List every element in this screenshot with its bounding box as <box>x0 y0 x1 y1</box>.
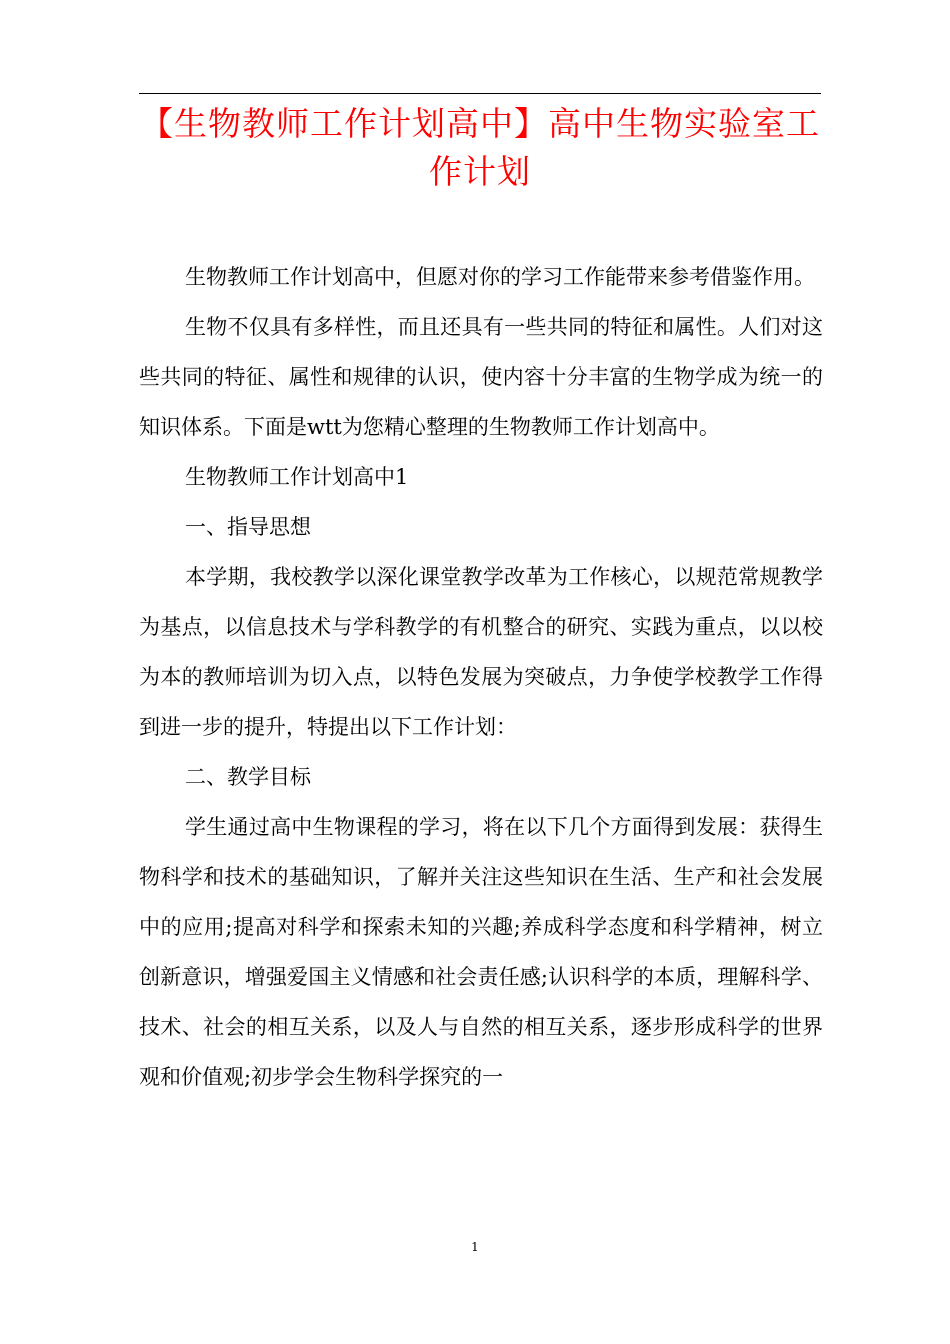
paragraph-teaching-goals: 学生通过高中生物课程的学习，将在以下几个方面得到发展：获得生物科学和技术的基础知识，了解并关注这些知识在生活、生产和社会发展中的应用;提高对科学和探索未知的兴趣;养成科学态度和科学精神，树立创新意识，增强爱国主义情感和社会责任感;认识科学的本质，理解科学、技术、社会的相互关系，以及人与自然的相互关系，逐步形成科学的世界观和价值观;初步学会生物科学探究的一 <box>139 815 823 1089</box>
section-heading-teaching-goals: 二、教学目标 <box>185 765 311 789</box>
page-number: 1 <box>471 1240 479 1254</box>
paragraph-intro: 生物教师工作计划高中，但愿对你的学习工作能带来参考借鉴作用。 <box>185 265 815 289</box>
section-heading-guiding-thought: 一、指导思想 <box>185 515 311 539</box>
document-body <box>139 252 823 1102</box>
section-heading-plan-1: 生物教师工作计划高中1 <box>185 465 409 489</box>
header-rule <box>139 93 821 94</box>
paragraph-guiding-thought: 本学期，我校教学以深化课堂教学改革为工作核心，以规范常规教学为基点，以信息技术与学科教学的有机整合的研究、实践为重点，以以校为本的教师培训为切入点，以特色发展为突破点，力争使学校教学工作得到进一步的提升，特提出以下工作计划： <box>139 565 823 739</box>
paragraph-description: 生物不仅具有多样性，而且还具有一些共同的特征和属性。人们对这些共同的特征、属性和规律的认识，使内容十分丰富的生物学成为统一的知识体系。下面是wtt为您精心整理的生物教师工作计划高中。 <box>139 315 823 439</box>
document-title: 【生物教师工作计划高中】高中生物实验室工作计划 <box>140 104 820 191</box>
